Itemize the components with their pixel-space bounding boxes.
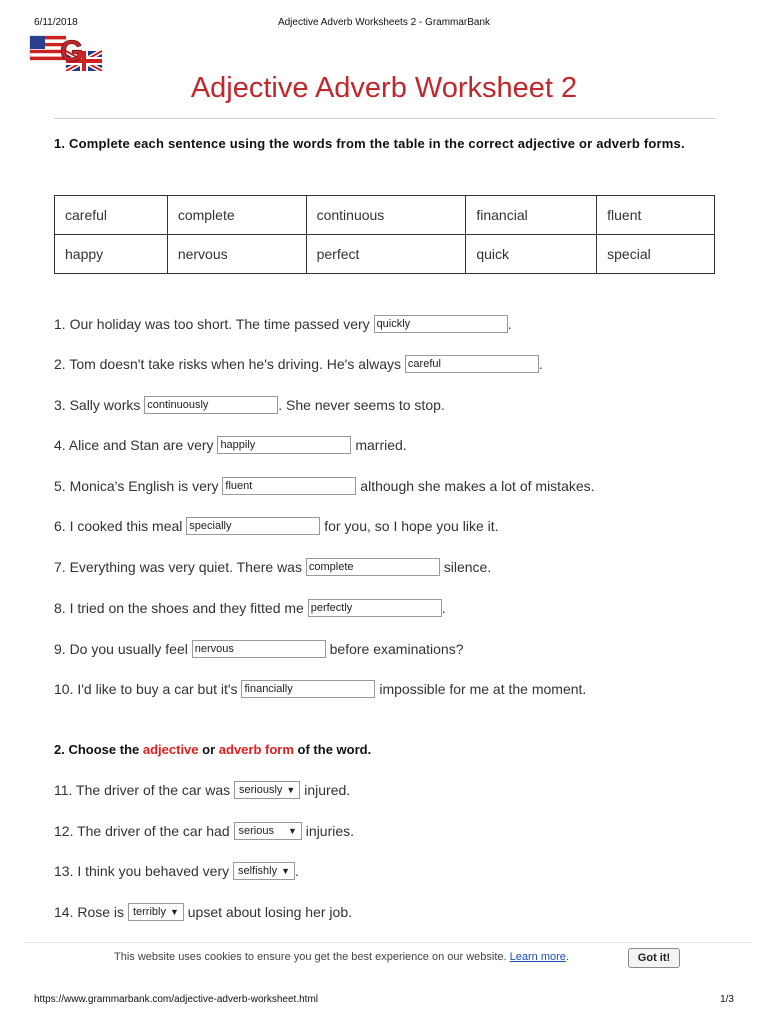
section2-heading bbox=[54, 740, 371, 760]
answer-select[interactable] bbox=[233, 862, 295, 880]
question-text: 13. I think you behaved very bbox=[54, 863, 230, 879]
selected-value: terribly bbox=[132, 906, 166, 919]
title-divider bbox=[54, 118, 716, 119]
question-text-after: silence. bbox=[443, 559, 492, 575]
question-text-after: although she makes a lot of mistakes. bbox=[360, 478, 595, 494]
answer-input[interactable]: perfectly bbox=[308, 599, 442, 617]
print-doc-title: Adjective Adverb Worksheets 2 - GrammarBank bbox=[277, 17, 491, 28]
question-text-after: married. bbox=[355, 437, 407, 453]
question-11 bbox=[54, 779, 350, 801]
dropdown-arrow-icon: ▼ bbox=[281, 866, 291, 877]
question-text: 3. Sally works bbox=[54, 397, 141, 413]
print-url: https://www.grammarbank.com/adjective-adverb-worksheet.html bbox=[34, 994, 318, 1005]
question-text: 9. Do you usually feel bbox=[54, 641, 188, 657]
answer-select[interactable] bbox=[234, 822, 302, 840]
adjective-highlight: adjective bbox=[142, 742, 199, 757]
question-9 bbox=[54, 638, 464, 660]
table-cell: nervous bbox=[167, 235, 306, 274]
question-text-after: for you, so I hope you like it. bbox=[324, 518, 499, 534]
dropdown-arrow-icon: ▼ bbox=[287, 826, 297, 837]
selected-value: selfishly bbox=[238, 865, 278, 878]
section2-heading-suffix: of the word. bbox=[297, 742, 372, 757]
section2-heading-or: or bbox=[202, 742, 216, 757]
question-text: 7. Everything was very quiet. There was bbox=[54, 559, 302, 575]
answer-input[interactable]: specially bbox=[186, 517, 320, 535]
answer-input[interactable]: nervous bbox=[192, 640, 326, 658]
table-cell: fluent bbox=[597, 196, 715, 235]
question-text-after: before examinations? bbox=[329, 641, 464, 657]
print-header bbox=[34, 17, 734, 31]
question-14 bbox=[54, 901, 352, 923]
question-text: 8. I tried on the shoes and they fitted me bbox=[54, 600, 304, 616]
question-text: 12. The driver of the car had bbox=[54, 823, 230, 839]
table-cell: quick bbox=[466, 235, 597, 274]
print-footer bbox=[34, 994, 734, 1008]
answer-input[interactable]: quickly bbox=[374, 315, 508, 333]
question-text-after: injuries. bbox=[305, 823, 355, 839]
question-text: 10. I'd like to buy a car but it's bbox=[54, 681, 238, 697]
dropdown-arrow-icon: ▼ bbox=[286, 785, 296, 796]
question-8 bbox=[54, 597, 446, 619]
question-text: 4. Alice and Stan are very bbox=[54, 437, 214, 453]
question-1 bbox=[54, 313, 511, 335]
svg-text:G: G bbox=[60, 35, 84, 68]
print-page-number: 1/3 bbox=[720, 994, 734, 1005]
answer-input[interactable]: complete bbox=[306, 558, 440, 576]
table-row bbox=[55, 196, 715, 235]
adverb-form-highlight: adverb form bbox=[218, 742, 294, 757]
answer-input[interactable]: happily bbox=[217, 436, 351, 454]
grammarbank-logo[interactable] bbox=[28, 33, 104, 71]
table-row bbox=[55, 235, 715, 274]
question-4 bbox=[54, 434, 407, 456]
table-cell: complete bbox=[167, 196, 306, 235]
question-text: 14. Rose is bbox=[54, 904, 125, 920]
question-13 bbox=[54, 860, 299, 882]
learn-more-link[interactable]: Learn more bbox=[509, 951, 566, 963]
question-3 bbox=[54, 394, 445, 416]
table-cell: happy bbox=[55, 235, 168, 274]
question-text: 5. Monica's English is very bbox=[54, 478, 219, 494]
question-5 bbox=[54, 475, 595, 497]
section2-heading-prefix: 2. Choose the bbox=[54, 742, 140, 757]
section1-heading: 1. Complete each sentence using the words from the table in the correct adjective or adverb forms. bbox=[54, 136, 685, 151]
table-cell: financial bbox=[466, 196, 597, 235]
table-cell: continuous bbox=[306, 196, 466, 235]
question-6 bbox=[54, 515, 499, 537]
table-cell: careful bbox=[55, 196, 168, 235]
question-12 bbox=[54, 820, 354, 842]
answer-select[interactable] bbox=[128, 903, 184, 921]
question-text: 1. Our holiday was too short. The time passed very bbox=[54, 316, 370, 332]
question-text-after: injured. bbox=[304, 782, 351, 798]
answer-input[interactable]: fluent bbox=[222, 477, 356, 495]
print-date: 6/11/2018 bbox=[34, 17, 78, 28]
dropdown-arrow-icon: ▼ bbox=[169, 907, 179, 918]
answer-select[interactable] bbox=[234, 781, 300, 799]
answer-input[interactable]: careful bbox=[405, 355, 539, 373]
flag-logo-icon bbox=[28, 33, 104, 71]
question-text-after: . bbox=[507, 316, 512, 332]
question-text-after: . bbox=[538, 356, 543, 372]
word-table bbox=[54, 195, 715, 274]
answer-input[interactable]: financially bbox=[241, 680, 375, 698]
question-7 bbox=[54, 556, 491, 578]
selected-value: serious bbox=[238, 825, 274, 838]
got-it-button[interactable]: Got it! bbox=[628, 948, 680, 968]
page-title: Adjective Adverb Worksheet 2 bbox=[190, 72, 578, 104]
question-text-after: impossible for me at the moment. bbox=[379, 681, 587, 697]
question-text: 2. Tom doesn't take risks when he's driving. He's always bbox=[54, 356, 402, 372]
question-text-after: . bbox=[295, 863, 299, 879]
cookie-consent-bar bbox=[24, 942, 752, 973]
question-text-after: . bbox=[441, 600, 446, 616]
cookie-period: . bbox=[565, 951, 569, 963]
question-text-after: upset about losing her job. bbox=[187, 904, 352, 920]
question-2 bbox=[54, 353, 543, 375]
question-text: 11. The driver of the car was bbox=[54, 782, 231, 798]
answer-input[interactable]: continuously bbox=[144, 396, 278, 414]
question-text-after: . She never seems to stop. bbox=[278, 397, 445, 413]
cookie-message bbox=[114, 951, 569, 963]
selected-value: seriously bbox=[239, 784, 283, 797]
cookie-text: This website uses cookies to ensure you get the best experience on our website. bbox=[114, 951, 507, 963]
table-cell: perfect bbox=[306, 235, 466, 274]
question-text: 6. I cooked this meal bbox=[54, 518, 183, 534]
question-10 bbox=[54, 678, 586, 700]
table-cell: special bbox=[597, 235, 715, 274]
